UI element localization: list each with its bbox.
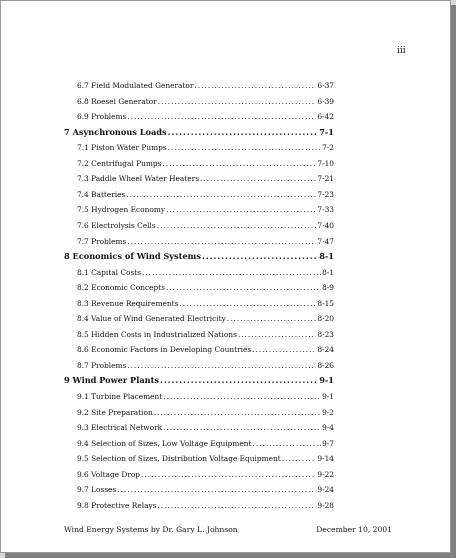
- toc-leader-dots: [168, 143, 321, 152]
- toc-entry-label: 9.7 Losses: [77, 485, 117, 495]
- toc-entry-page: 9-24: [317, 485, 334, 495]
- toc-entry-label: 7.6 Electrolysis Cells: [77, 220, 156, 230]
- toc-entry-page: 9-2: [322, 407, 334, 417]
- toc-section-entry: [77, 283, 334, 292]
- toc-entry-label: 7.7 Problems: [77, 236, 127, 246]
- toc-entry-label: 8.2 Economic Concepts: [77, 283, 166, 293]
- toc-leader-dots: [158, 97, 317, 106]
- toc-section-entry: [77, 97, 334, 106]
- toc-chapter-entry: [64, 252, 334, 261]
- toc-entry-label: 9.8 Protective Relays: [77, 500, 157, 510]
- toc-entry-page: 9-1: [319, 375, 334, 386]
- toc-entry-page: 9-14: [317, 454, 334, 464]
- toc-leader-dots: [160, 376, 318, 385]
- toc-entry-label: 7.5 Hydrogen Economy: [77, 205, 166, 215]
- toc-section-entry: [77, 470, 334, 479]
- toc-section-entry: [77, 143, 334, 152]
- toc-section-entry: [77, 237, 334, 246]
- toc-entry-label: 8.6 Economic Factors in Developing Countries: [77, 345, 252, 355]
- toc-entry-label: 7.1 Piston Water Pumps: [77, 143, 167, 153]
- toc-section-entry: [77, 268, 334, 277]
- toc-leader-dots: [163, 423, 321, 432]
- toc-entry-label: 9.2 Site Preparation: [77, 407, 153, 417]
- toc-leader-dots: [127, 112, 316, 121]
- toc-entry-page: 8-26: [317, 360, 334, 370]
- toc-section-entry: [77, 205, 334, 214]
- toc-entry-label: 9.1 Turbine Placement: [77, 392, 163, 401]
- toc-entry-label: 8.4 Value of Wind Generated Electricity: [77, 314, 226, 324]
- toc-section-entry: [77, 112, 334, 121]
- toc-entry-page: 8-1: [322, 267, 334, 277]
- toc-leader-dots: [157, 501, 316, 510]
- toc-entry-page: 7-1: [319, 126, 334, 137]
- toc-leader-dots: [227, 314, 317, 323]
- page-footer: [64, 525, 392, 534]
- toc-section-entry: [77, 423, 334, 432]
- toc-entry-page: 8-9: [322, 283, 334, 293]
- toc-section-entry: [77, 330, 334, 339]
- toc-leader-dots: [166, 283, 321, 292]
- toc-entry-page: 7-47: [317, 236, 334, 246]
- toc-chapter-entry: [64, 376, 334, 385]
- toc-leader-dots: [117, 485, 316, 494]
- toc-entry-page: 8-23: [317, 329, 334, 339]
- toc-leader-dots: [179, 299, 316, 308]
- toc-leader-dots: [252, 439, 321, 448]
- toc-leader-dots: [127, 361, 316, 370]
- footer-date: December 10, 2001: [316, 525, 392, 534]
- page-number: iii: [397, 46, 406, 56]
- toc-entry-page: 8-15: [317, 298, 334, 308]
- toc-entry-label: 8.7 Problems: [77, 360, 127, 370]
- toc-entry-page: 9-7: [322, 438, 334, 448]
- toc-leader-dots: [166, 205, 316, 214]
- toc-leader-dots: [162, 159, 316, 168]
- toc-leader-dots: [168, 128, 319, 137]
- toc-entry-page: 7-10: [317, 158, 334, 168]
- toc-entry-page: 9-28: [317, 500, 334, 510]
- toc-entry-label: 7.4 Batteries: [77, 189, 126, 199]
- toc-entry-page: 9-1: [322, 392, 334, 401]
- toc-leader-dots: [252, 345, 316, 354]
- toc-entry-label: 6.9 Problems: [77, 112, 127, 122]
- toc-entry-label: 8 Economics of Wind Systems: [64, 251, 201, 262]
- toc-section-entry: [77, 408, 334, 417]
- toc-section-entry: [77, 299, 334, 308]
- toc-section-entry: [77, 314, 334, 323]
- toc-section-entry: [77, 190, 334, 199]
- toc-entry-label: 9.3 Electrical Network: [77, 423, 163, 433]
- toc-section-entry: [77, 361, 334, 370]
- toc-section-entry: [77, 345, 334, 354]
- toc-section-entry: [77, 81, 334, 90]
- toc-section-entry: [77, 485, 334, 494]
- toc-leader-dots: [154, 408, 321, 417]
- toc-leader-dots: [157, 221, 317, 230]
- toc-entry-label: 9 Wind Power Plants: [64, 375, 159, 386]
- toc-entry-page: 8-24: [317, 345, 334, 355]
- toc-entry-page: 8-20: [317, 314, 334, 324]
- toc-entry-page: 6-39: [317, 96, 334, 106]
- toc-entry-page: 6-42: [317, 112, 334, 122]
- toc-section-entry: [77, 392, 334, 401]
- toc-leader-dots: [238, 330, 317, 339]
- toc-leader-dots: [202, 252, 318, 261]
- toc-leader-dots: [163, 392, 321, 401]
- toc-section-entry: [77, 174, 334, 183]
- toc-entry-label: 8.3 Revenue Requirements: [77, 298, 179, 308]
- footer-title: Wind Energy Systems by Dr. Gary L. Johnson: [64, 525, 238, 534]
- toc-entry-page: 9-4: [322, 423, 334, 433]
- toc-entry-label: 6.7 Field Modulated Generator: [77, 81, 194, 90]
- toc-section-entry: [77, 159, 334, 168]
- toc-section-entry: [77, 454, 334, 463]
- toc-entry-page: 7-2: [322, 143, 334, 153]
- toc-entry-label: 9.6 Voltage Drop: [77, 469, 141, 479]
- toc-leader-dots: [126, 190, 316, 199]
- toc-section-entry: [77, 439, 334, 448]
- toc-leader-dots: [142, 268, 321, 277]
- toc-leader-dots: [127, 237, 316, 246]
- toc-entry-label: 8.5 Hidden Costs in Industrialized Nations: [77, 329, 237, 339]
- toc-entry-page: 7-21: [317, 174, 334, 184]
- toc-entry-label: 8.1 Capital Costs: [77, 267, 142, 277]
- toc-entry-label: 7 Asynchronous Loads: [64, 126, 167, 137]
- toc-chapter-entry: [64, 128, 334, 137]
- toc-section-entry: [77, 501, 334, 510]
- toc-entry-label: 7.2 Centrifugal Pumps: [77, 158, 162, 168]
- toc-entry-page: 7-40: [317, 220, 334, 230]
- toc-leader-dots: [194, 81, 316, 90]
- toc-section-entry: [77, 221, 334, 230]
- toc-entry-page: 9-22: [317, 469, 334, 479]
- toc-leader-dots: [141, 470, 316, 479]
- toc-entry-page: 8-1: [319, 251, 334, 262]
- toc-entry-label: 9.5 Selection of Sizes, Distribution Voltage Equipment: [77, 454, 281, 464]
- toc-entry-page: 7-23: [317, 189, 334, 199]
- toc-entry-label: 7.3 Paddle Wheel Water Heaters: [77, 174, 199, 184]
- toc-entry-page: 6-37: [317, 81, 334, 90]
- toc-entry-page: 7-33: [317, 205, 334, 215]
- toc-leader-dots: [282, 454, 317, 463]
- toc-entry-label: 6.8 Roesel Generator: [77, 96, 157, 106]
- toc-entry-label: 9.4 Selection of Sizes, Low Voltage Equipment: [77, 438, 252, 448]
- toc-leader-dots: [200, 174, 316, 183]
